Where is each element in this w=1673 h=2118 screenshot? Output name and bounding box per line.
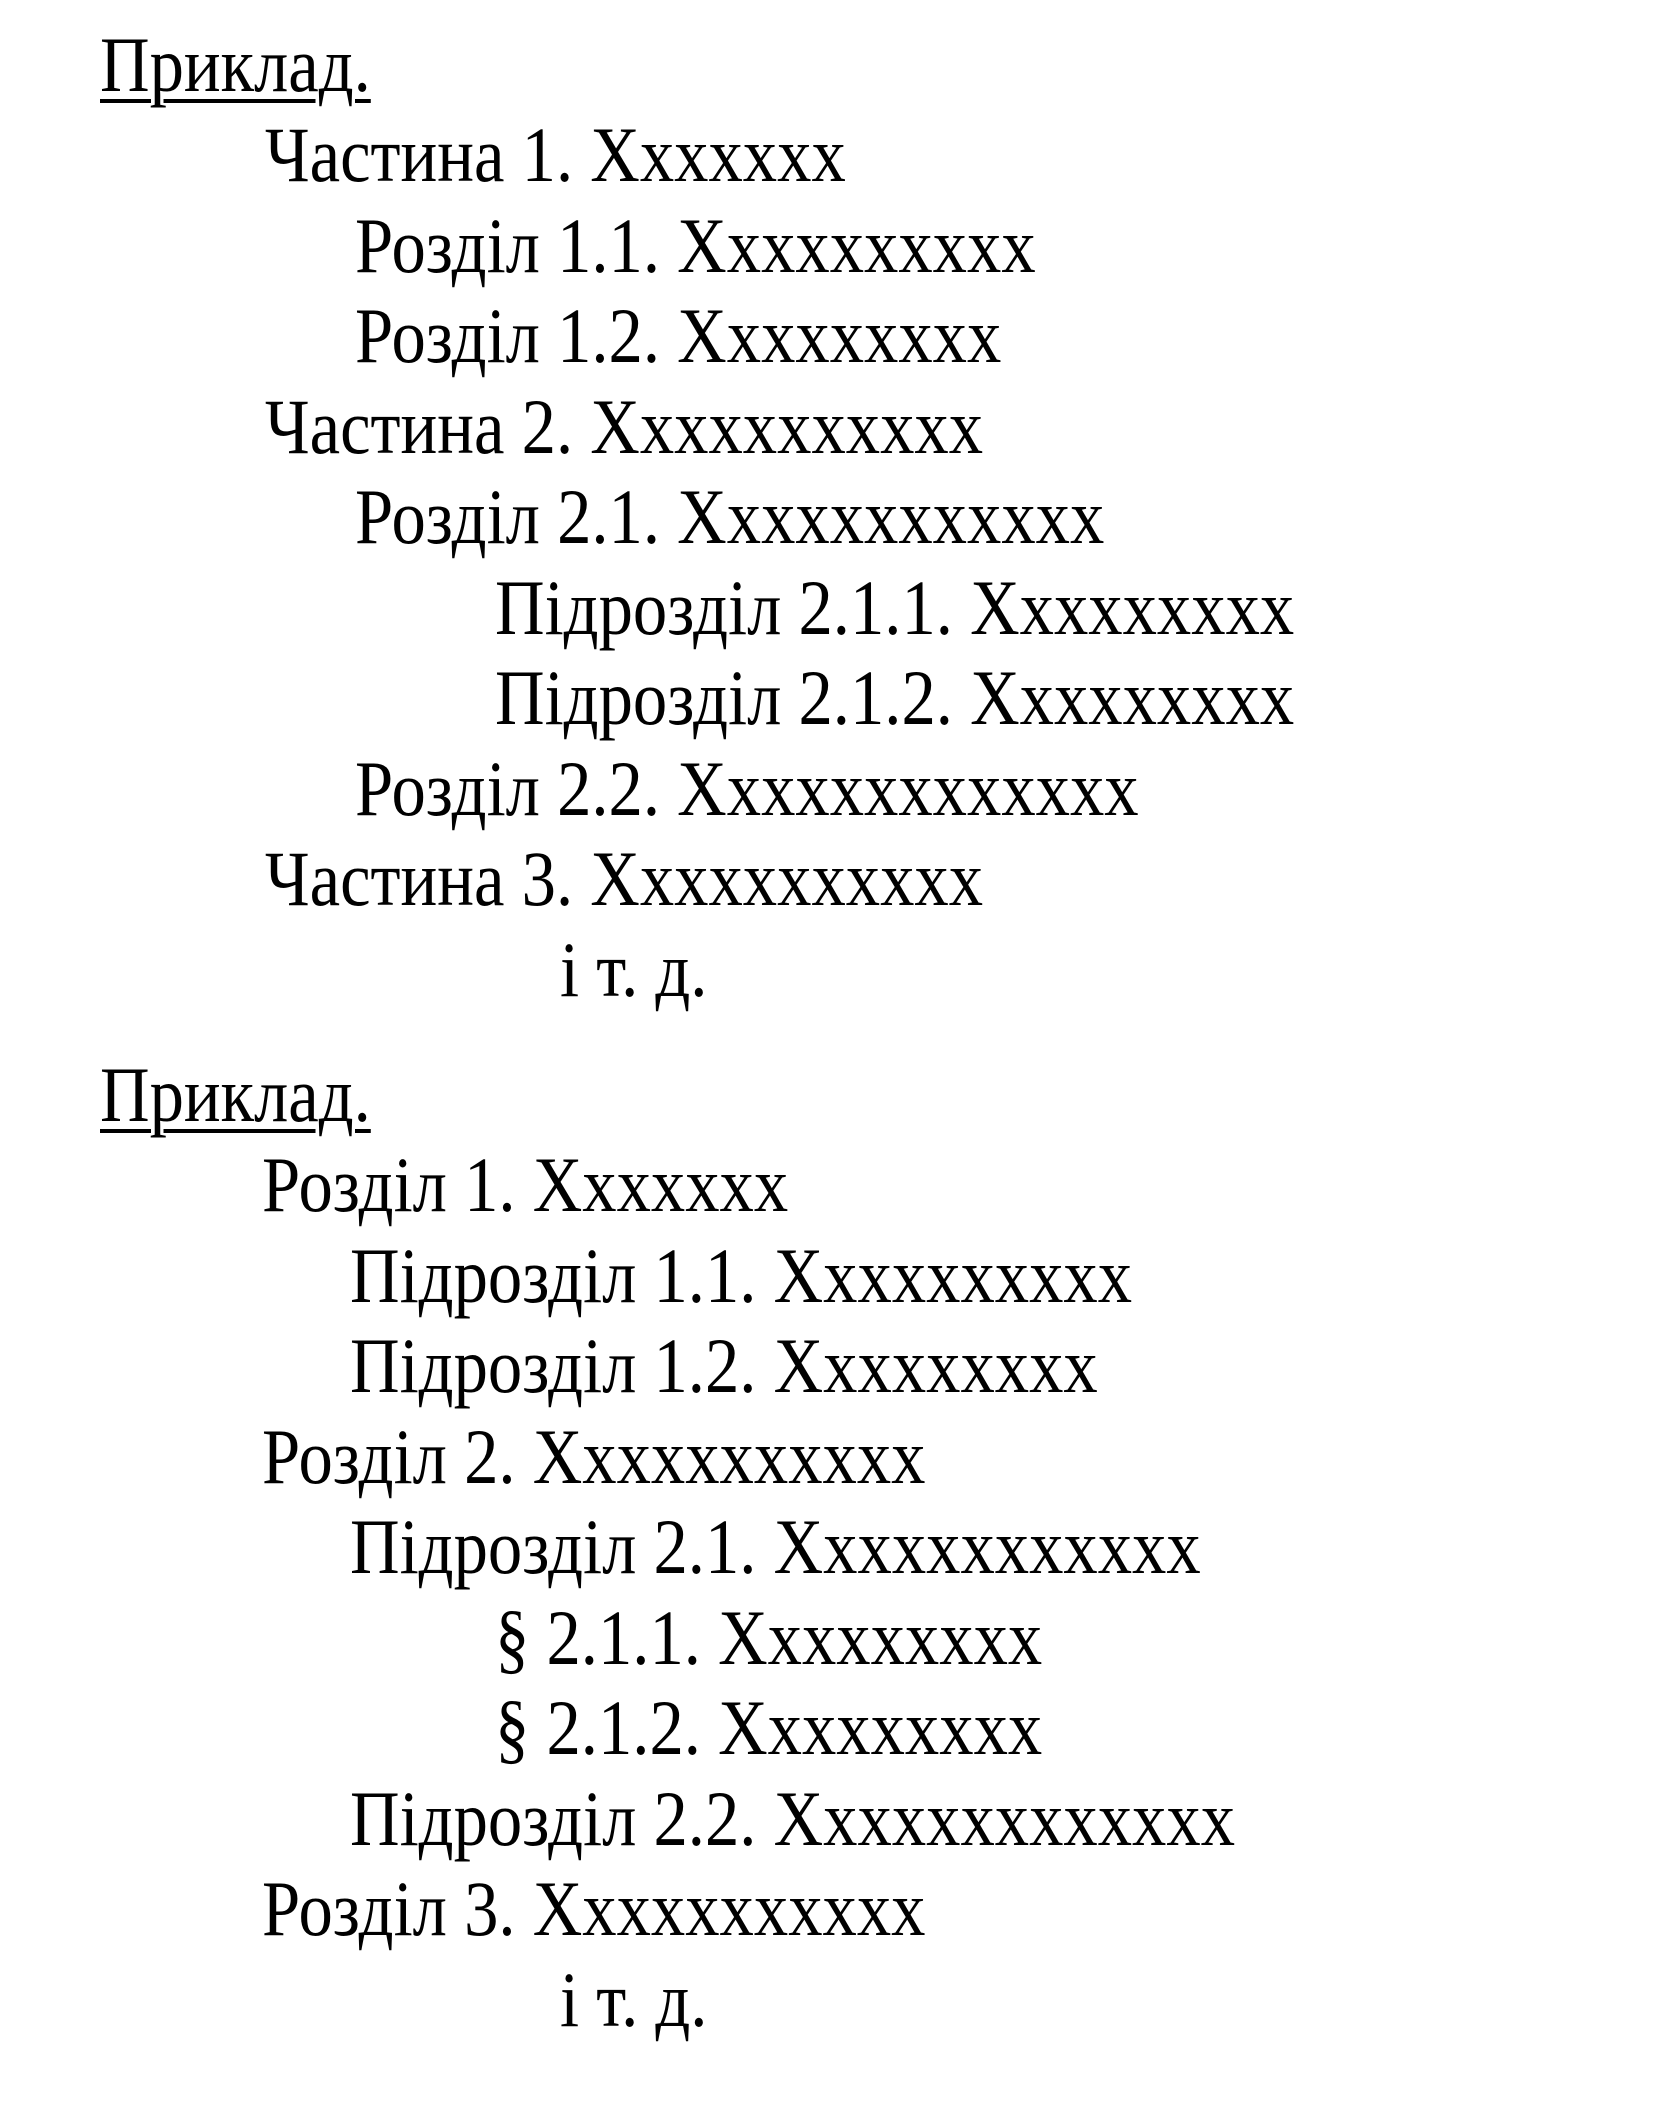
- toc-list: [0, 1140, 1236, 2045]
- example-heading: Приклад.: [100, 1051, 371, 1138]
- toc-subsection-line: Підрозділ 2.1.2. Xxxxxxxxx: [495, 654, 1295, 741]
- toc-section-line: Розділ 2. Xxxxxxxxxxx: [262, 1412, 926, 1500]
- example-heading: Приклад.: [100, 21, 371, 108]
- toc-subsection-line: Підрозділ 2.1. Xxxxxxxxxxxx: [350, 1503, 1201, 1590]
- toc-section-line: Розділ 1.2. Xxxxxxxxx: [355, 292, 1002, 379]
- toc-paragraph-line: § 2.1.1. Xxxxxxxxx: [495, 1593, 1043, 1681]
- toc-section-line: Розділ 2.2. Xxxxxxxxxxxxx: [355, 744, 1139, 832]
- toc-subsection-line: Підрозділ 1.1. Xxxxxxxxxx: [350, 1231, 1133, 1319]
- toc-subsection-line: Підрозділ 1.2. Xxxxxxxxx: [350, 1322, 1098, 1409]
- toc-subsection-line: Підрозділ 2.1.1. Xxxxxxxxx: [495, 563, 1295, 651]
- toc-etc-line: і т. д.: [560, 925, 708, 1013]
- toc-list: [0, 110, 1295, 1015]
- toc-paragraph-line: § 2.1.2. Xxxxxxxxx: [495, 1684, 1043, 1771]
- toc-part-line: Частина 3. Xxxxxxxxxxx: [265, 835, 984, 922]
- toc-section-line: Розділ 1. Xxxxxxx: [262, 1141, 789, 1228]
- toc-part-line: Частина 1. Xxxxxxx: [265, 111, 846, 198]
- toc-section-line: Розділ 1.1. Xxxxxxxxxx: [355, 201, 1036, 289]
- toc-subsection-line: Підрозділ 2.2. Xxxxxxxxxxxxx: [350, 1774, 1236, 1862]
- toc-section-line: Розділ 3. Xxxxxxxxxxx: [262, 1865, 926, 1952]
- toc-section-line: Розділ 2.1. Xxxxxxxxxxxx: [355, 473, 1105, 560]
- toc-etc-line: і т. д.: [560, 1955, 708, 2043]
- toc-part-line: Частина 2. Xxxxxxxxxxx: [265, 382, 984, 470]
